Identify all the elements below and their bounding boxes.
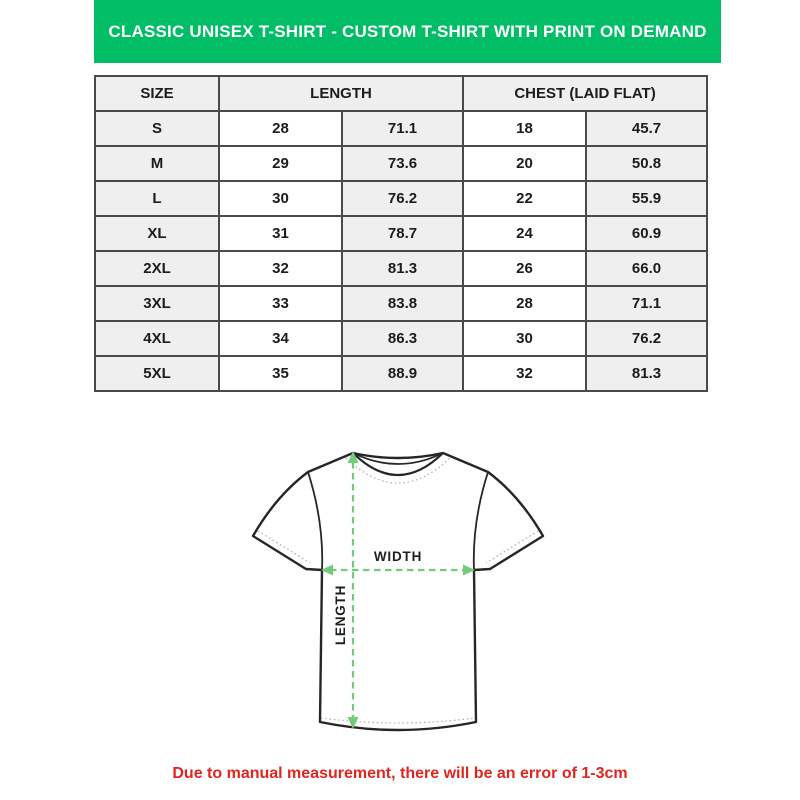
size-cell: S (95, 111, 219, 146)
length-in-cell: 32 (219, 251, 342, 286)
chest-cm-cell: 55.9 (586, 181, 707, 216)
chest-cm-cell: 50.8 (586, 146, 707, 181)
table-row (95, 286, 707, 321)
length-in-cell: 35 (219, 356, 342, 391)
length-in-cell: 33 (219, 286, 342, 321)
chest-in-cell: 32 (463, 356, 586, 391)
chest-in-cell: 18 (463, 111, 586, 146)
chest-in-cell: 30 (463, 321, 586, 356)
length-cm-cell: 86.3 (342, 321, 463, 356)
size-cell: 4XL (95, 321, 219, 356)
table-header-row (95, 76, 707, 111)
column-header-chest: CHEST (LAID FLAT) (463, 76, 707, 111)
table-row (95, 111, 707, 146)
column-header-size: SIZE (95, 76, 219, 111)
size-cell: L (95, 181, 219, 216)
length-in-cell: 34 (219, 321, 342, 356)
length-cm-cell: 76.2 (342, 181, 463, 216)
length-cm-cell: 73.6 (342, 146, 463, 181)
chest-cm-cell: 76.2 (586, 321, 707, 356)
chest-in-cell: 24 (463, 216, 586, 251)
chest-in-cell: 28 (463, 286, 586, 321)
table-row (95, 181, 707, 216)
title-banner (94, 0, 721, 63)
length-cm-cell: 71.1 (342, 111, 463, 146)
length-cm-cell: 78.7 (342, 216, 463, 251)
size-cell: XL (95, 216, 219, 251)
length-cm-cell: 88.9 (342, 356, 463, 391)
tshirt-body (253, 453, 543, 730)
size-cell: 3XL (95, 286, 219, 321)
chest-in-cell: 20 (463, 146, 586, 181)
chest-cm-cell: 71.1 (586, 286, 707, 321)
chest-in-cell: 22 (463, 181, 586, 216)
length-in-cell: 29 (219, 146, 342, 181)
table-row (95, 356, 707, 391)
length-in-cell: 30 (219, 181, 342, 216)
chest-in-cell: 26 (463, 251, 586, 286)
tshirt-outline-drawing (248, 444, 548, 744)
size-cell: 5XL (95, 356, 219, 391)
size-cell: 2XL (95, 251, 219, 286)
table-row (95, 146, 707, 181)
length-in-cell: 28 (219, 111, 342, 146)
size-cell: M (95, 146, 219, 181)
chest-cm-cell: 81.3 (586, 356, 707, 391)
length-in-cell: 31 (219, 216, 342, 251)
length-cm-cell: 83.8 (342, 286, 463, 321)
tshirt-measurement-diagram (248, 444, 548, 744)
size-chart-table (94, 75, 708, 392)
table-row (95, 216, 707, 251)
page-title: CLASSIC UNISEX T-SHIRT - CUSTOM T-SHIRT WITH PRINT ON DEMAND (108, 21, 707, 41)
table-row (95, 251, 707, 286)
chest-cm-cell: 45.7 (586, 111, 707, 146)
table-row (95, 321, 707, 356)
length-cm-cell: 81.3 (342, 251, 463, 286)
column-header-length: LENGTH (219, 76, 463, 111)
length-label: LENGTH (333, 584, 348, 646)
measurement-disclaimer: Due to manual measurement, there will be an error of 1-3cm (172, 765, 628, 782)
chest-cm-cell: 60.9 (586, 216, 707, 251)
width-label: WIDTH (373, 549, 423, 564)
chest-cm-cell: 66.0 (586, 251, 707, 286)
